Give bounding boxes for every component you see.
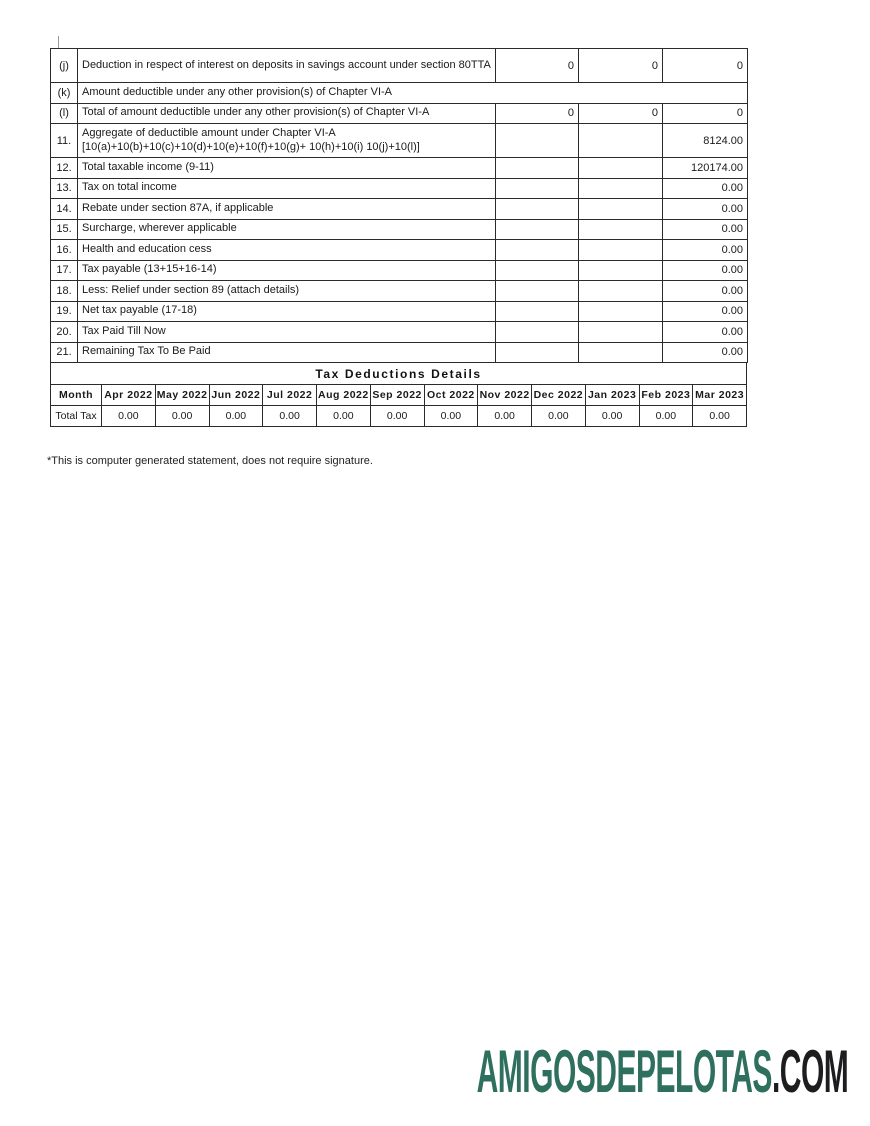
value-cell bbox=[496, 281, 579, 302]
deductions-table bbox=[50, 48, 748, 363]
value-cell: 0 bbox=[663, 49, 748, 83]
row-description-line2: [10(a)+10(b)+10(c)+10(d)+10(e)+10(f)+10(g)+ 10(h)+10(i) 10(j)+10(l)] bbox=[82, 140, 420, 153]
row-description: Total taxable income (9-11) bbox=[78, 158, 496, 179]
row-description: Tax Paid Till Now bbox=[78, 322, 496, 343]
row-description bbox=[78, 124, 496, 158]
months-value-row bbox=[51, 406, 747, 427]
value-cell bbox=[579, 158, 663, 179]
month-header: Dec 2022 bbox=[532, 385, 586, 406]
row-description: Amount deductible under any other provision(s) of Chapter VI-A bbox=[78, 83, 748, 104]
value-cell bbox=[496, 219, 579, 240]
value-cell bbox=[496, 240, 579, 261]
row-description: Total of amount deductible under any other provision(s) of Chapter VI-A bbox=[78, 103, 496, 124]
row-description-line1: Aggregate of deductible amount under Chapter VI-A bbox=[82, 126, 336, 139]
monthly-tax-value: 0.00 bbox=[155, 406, 209, 427]
month-header: Jan 2023 bbox=[585, 385, 639, 406]
value-cell: 0 bbox=[579, 49, 663, 83]
row-description: Net tax payable (17-18) bbox=[78, 301, 496, 322]
value-cell bbox=[579, 281, 663, 302]
deduction-row bbox=[51, 124, 748, 158]
deduction-row bbox=[51, 240, 748, 261]
monthly-tax-value: 0.00 bbox=[478, 406, 532, 427]
monthly-tax-value: 0.00 bbox=[585, 406, 639, 427]
value-cell: 0.00 bbox=[663, 322, 748, 343]
row-description: Rebate under section 87A, if applicable bbox=[78, 199, 496, 220]
row-description: Surcharge, wherever applicable bbox=[78, 219, 496, 240]
value-cell bbox=[496, 178, 579, 199]
deduction-row bbox=[51, 103, 748, 124]
deduction-row bbox=[51, 178, 748, 199]
row-number: 20. bbox=[51, 322, 78, 343]
value-cell bbox=[496, 199, 579, 220]
value-cell bbox=[496, 322, 579, 343]
monthly-tax-value: 0.00 bbox=[639, 406, 693, 427]
monthly-tax-value: 0.00 bbox=[370, 406, 424, 427]
deduction-row bbox=[51, 219, 748, 240]
deduction-row bbox=[51, 322, 748, 343]
row-number: 15. bbox=[51, 219, 78, 240]
value-cell: 0.00 bbox=[663, 199, 748, 220]
month-column-header: Month bbox=[51, 385, 102, 406]
month-header: Apr 2022 bbox=[102, 385, 156, 406]
tax-statement bbox=[50, 48, 747, 427]
monthly-tax-value: 0.00 bbox=[532, 406, 586, 427]
deduction-row bbox=[51, 260, 748, 281]
row-number: 16. bbox=[51, 240, 78, 261]
month-header: Oct 2022 bbox=[424, 385, 478, 406]
deduction-row bbox=[51, 281, 748, 302]
value-cell bbox=[579, 178, 663, 199]
month-header: Aug 2022 bbox=[317, 385, 371, 406]
row-number: 12. bbox=[51, 158, 78, 179]
row-number: 19. bbox=[51, 301, 78, 322]
watermark-primary: AMIGOSDEPELOTAS bbox=[476, 1038, 772, 1105]
row-number: 14. bbox=[51, 199, 78, 220]
month-header: May 2022 bbox=[155, 385, 209, 406]
row-number: 11. bbox=[51, 124, 78, 158]
row-number: (j) bbox=[51, 49, 78, 83]
monthly-tax-value: 0.00 bbox=[317, 406, 371, 427]
month-header: Sep 2022 bbox=[370, 385, 424, 406]
value-cell: 0.00 bbox=[663, 240, 748, 261]
value-cell bbox=[579, 124, 663, 158]
monthly-tax-value: 0.00 bbox=[102, 406, 156, 427]
value-cell: 0.00 bbox=[663, 301, 748, 322]
monthly-tax-value: 0.00 bbox=[424, 406, 478, 427]
value-cell bbox=[496, 301, 579, 322]
footnote: *This is computer generated statement, does not require signature. bbox=[47, 455, 373, 467]
month-header: Jul 2022 bbox=[263, 385, 317, 406]
months-header-row bbox=[51, 385, 747, 406]
deductions-table-body bbox=[51, 49, 748, 363]
value-cell bbox=[579, 199, 663, 220]
value-cell bbox=[579, 260, 663, 281]
watermark-secondary: .COM bbox=[771, 1038, 848, 1105]
row-number: 13. bbox=[51, 178, 78, 199]
deduction-row bbox=[51, 199, 748, 220]
value-cell bbox=[579, 219, 663, 240]
value-cell: 0.00 bbox=[663, 178, 748, 199]
month-header: Jun 2022 bbox=[209, 385, 263, 406]
value-cell: 0.00 bbox=[663, 342, 748, 363]
value-cell: 0.00 bbox=[663, 281, 748, 302]
monthly-tax-value: 0.00 bbox=[693, 406, 747, 427]
value-cell bbox=[579, 301, 663, 322]
row-number: (k) bbox=[51, 83, 78, 104]
row-number: 21. bbox=[51, 342, 78, 363]
monthly-tax-table bbox=[50, 384, 747, 427]
value-cell: 0.00 bbox=[663, 260, 748, 281]
row-number: 17. bbox=[51, 260, 78, 281]
row-description: Tax payable (13+15+16-14) bbox=[78, 260, 496, 281]
month-header: Feb 2023 bbox=[639, 385, 693, 406]
deduction-row bbox=[51, 83, 748, 104]
value-cell bbox=[496, 342, 579, 363]
value-cell: 0.00 bbox=[663, 219, 748, 240]
value-cell: 8124.00 bbox=[663, 124, 748, 158]
row-description: Less: Relief under section 89 (attach details) bbox=[78, 281, 496, 302]
row-description: Health and education cess bbox=[78, 240, 496, 261]
row-number: (l) bbox=[51, 103, 78, 124]
total-tax-label: Total Tax bbox=[51, 406, 102, 427]
monthly-tax-value: 0.00 bbox=[209, 406, 263, 427]
deduction-row bbox=[51, 158, 748, 179]
value-cell bbox=[579, 342, 663, 363]
monthly-tax-value: 0.00 bbox=[263, 406, 317, 427]
value-cell: 0 bbox=[579, 103, 663, 124]
value-cell: 0 bbox=[496, 49, 579, 83]
row-number: 18. bbox=[51, 281, 78, 302]
value-cell: 0 bbox=[496, 103, 579, 124]
row-description: Deduction in respect of interest on deposits in savings account under section 80TTA bbox=[78, 49, 496, 83]
month-header: Mar 2023 bbox=[693, 385, 747, 406]
row-description: Remaining Tax To Be Paid bbox=[78, 342, 496, 363]
deduction-row bbox=[51, 301, 748, 322]
section-title: Tax Deductions Details bbox=[50, 362, 747, 385]
value-cell bbox=[496, 158, 579, 179]
watermark-logo bbox=[105, 1038, 848, 1105]
value-cell: 0 bbox=[663, 103, 748, 124]
deduction-row bbox=[51, 49, 748, 83]
value-cell bbox=[496, 124, 579, 158]
watermark-text bbox=[476, 1038, 848, 1105]
value-cell bbox=[579, 240, 663, 261]
value-cell bbox=[579, 322, 663, 343]
value-cell bbox=[496, 260, 579, 281]
scan-artifact-line bbox=[58, 36, 59, 48]
deduction-row bbox=[51, 342, 748, 363]
row-description: Tax on total income bbox=[78, 178, 496, 199]
month-header: Nov 2022 bbox=[478, 385, 532, 406]
value-cell: 120174.00 bbox=[663, 158, 748, 179]
